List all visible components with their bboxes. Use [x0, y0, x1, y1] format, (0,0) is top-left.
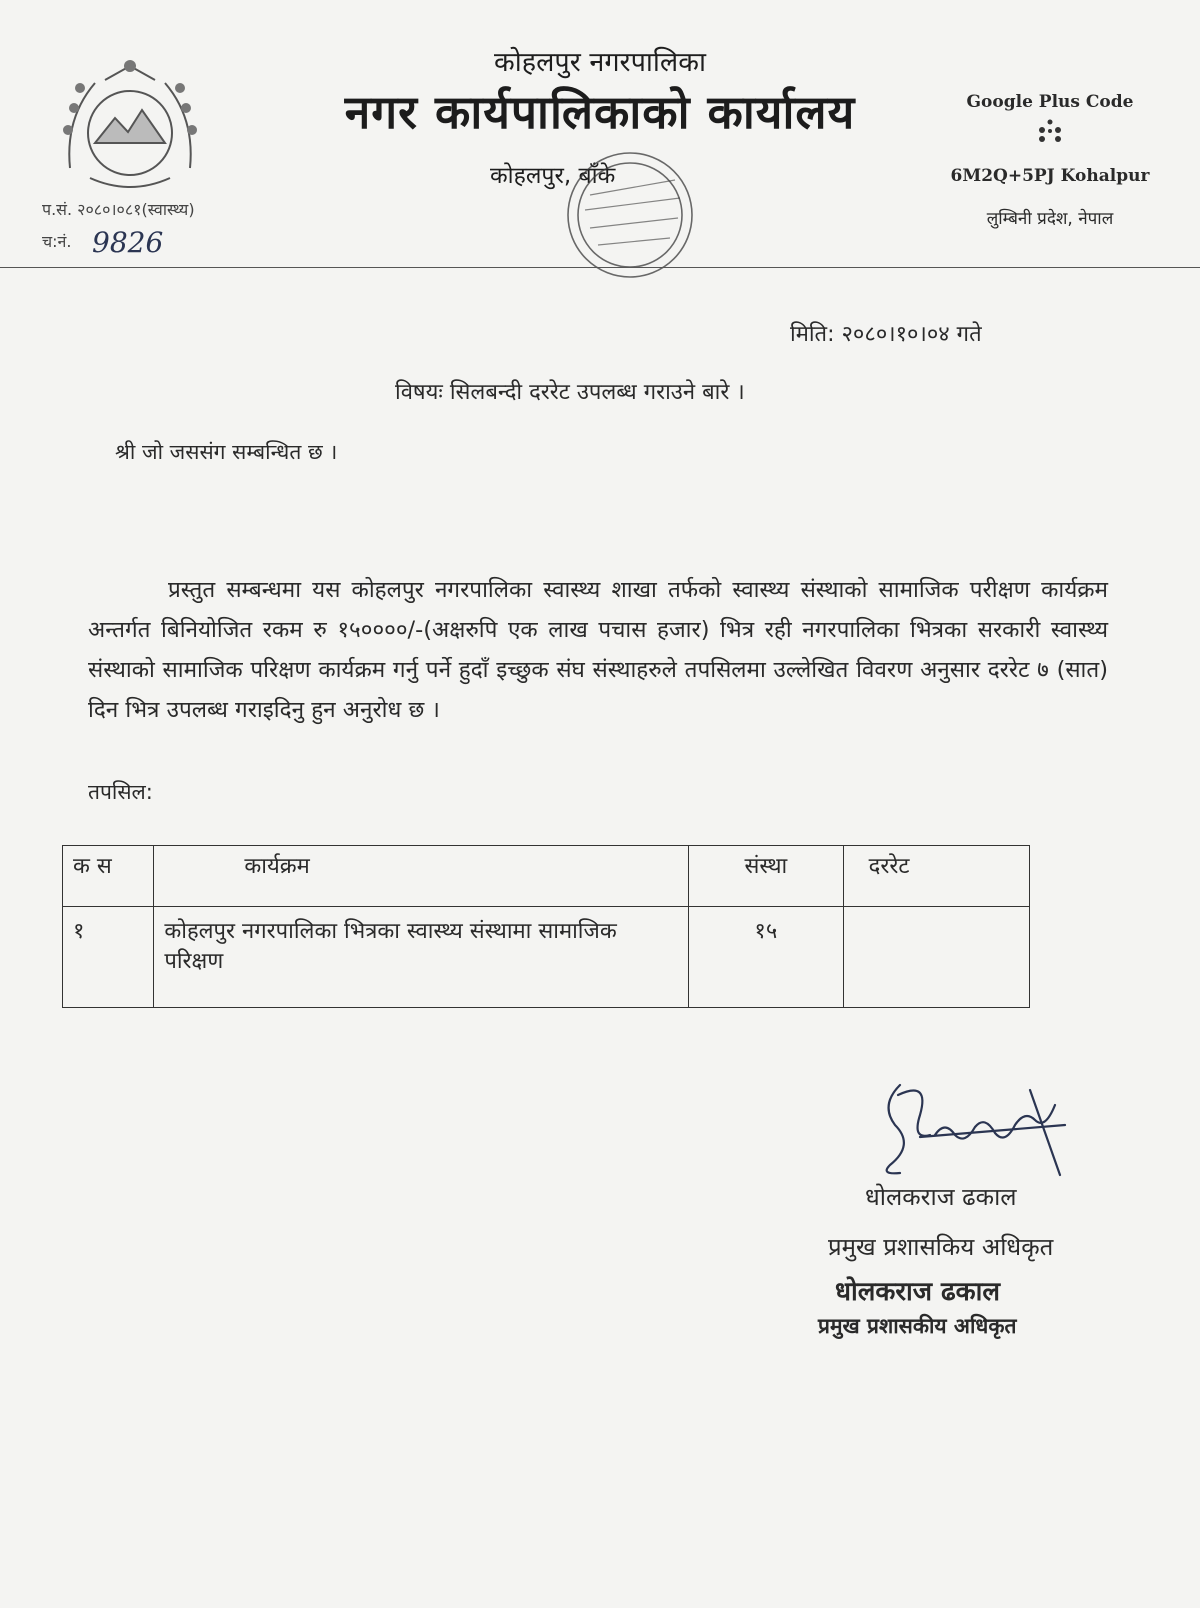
cell-institutions: १५	[689, 907, 844, 1008]
header-divider	[0, 267, 1200, 268]
dispatch-number: 9826	[92, 226, 164, 259]
plus-code: 6M2Q+5PJ Kohalpur	[950, 166, 1150, 186]
plus-code-icon	[1030, 118, 1070, 144]
province: लुम्बिनी प्रदेश, नेपाल	[986, 209, 1114, 229]
col-header-institutions: संस्था	[689, 846, 844, 907]
municipality-name: कोहलपुर नगरपालिका	[494, 47, 706, 78]
dispatch-label: च:नं.	[42, 232, 72, 251]
plus-code-label: Google Plus Code	[966, 92, 1134, 112]
schedule-label: तपसिल:	[88, 780, 153, 804]
signatory-designation: प्रमुख प्रशासकिय अधिकृत	[828, 1233, 1054, 1261]
letter-date: मिति: २०८०।१०।०४ गते	[790, 322, 982, 347]
col-header-rate: दररेट	[843, 846, 1029, 907]
office-location: कोहलपुर, बाँके	[490, 163, 616, 189]
col-header-program: कार्यक्रम	[154, 846, 689, 907]
letter-body: प्रस्तुत सम्बन्धमा यस कोहलपुर नगरपालिका स्वास्थ्य शाखा तर्फको स्वास्थ्य संस्थाको सामाजिक परीक्षण कार्यक्रम अन्तर्गत बिनियोजित रकम रु १५००००/-(अक्षरुपि एक लाख पचास हजार) भित्र रही नगरपालिका भित्रका सरकारी स्वास्थ्य संस्थाको सामाजिक परिक्षण कार्यक्रम गर्नु पर्ने हुदाँ इच्छुक संघ संस्थाहरुले तपसिलमा उल्लेखित विवरण अनुसार दररेट ७ (सात) दिन भित्र उपलब्ध गराइदिनु हुन अनुरोध छ ।	[88, 577, 1108, 723]
col-header-sn: क स	[63, 846, 154, 907]
signatory-name: धोलकराज ढकाल	[865, 1183, 1017, 1211]
table-row	[63, 907, 1030, 1008]
salutation: श्री जो जससंग सम्बन्धित छ ।	[115, 440, 338, 464]
letter-subject: विषयः सिलबन्दी दररेट उपलब्ध गराउने बारे ।	[395, 380, 745, 405]
handwritten-signature	[860, 1065, 1100, 1190]
signatory-stamp-designation: प्रमुख प्रशासकीय अधिकृत	[818, 1314, 1017, 1338]
details-table	[62, 845, 1030, 1008]
office-title: नगर कार्यपालिकाको कार्यालय	[344, 85, 856, 139]
cell-program: कोहलपुर नगरपालिका भित्रका स्वास्थ्य संस्थामा सामाजिक परिक्षण	[154, 907, 689, 1008]
cell-rate	[843, 907, 1029, 1008]
signatory-stamp-name: धोलकराज ढकाल	[835, 1277, 1000, 1307]
table-header-row	[63, 846, 1030, 907]
reference-number: प.सं. २०८०।०८१(स्वास्थ्य)	[42, 200, 195, 219]
cell-sn: १	[63, 907, 154, 1008]
office-stamp	[530, 150, 730, 290]
